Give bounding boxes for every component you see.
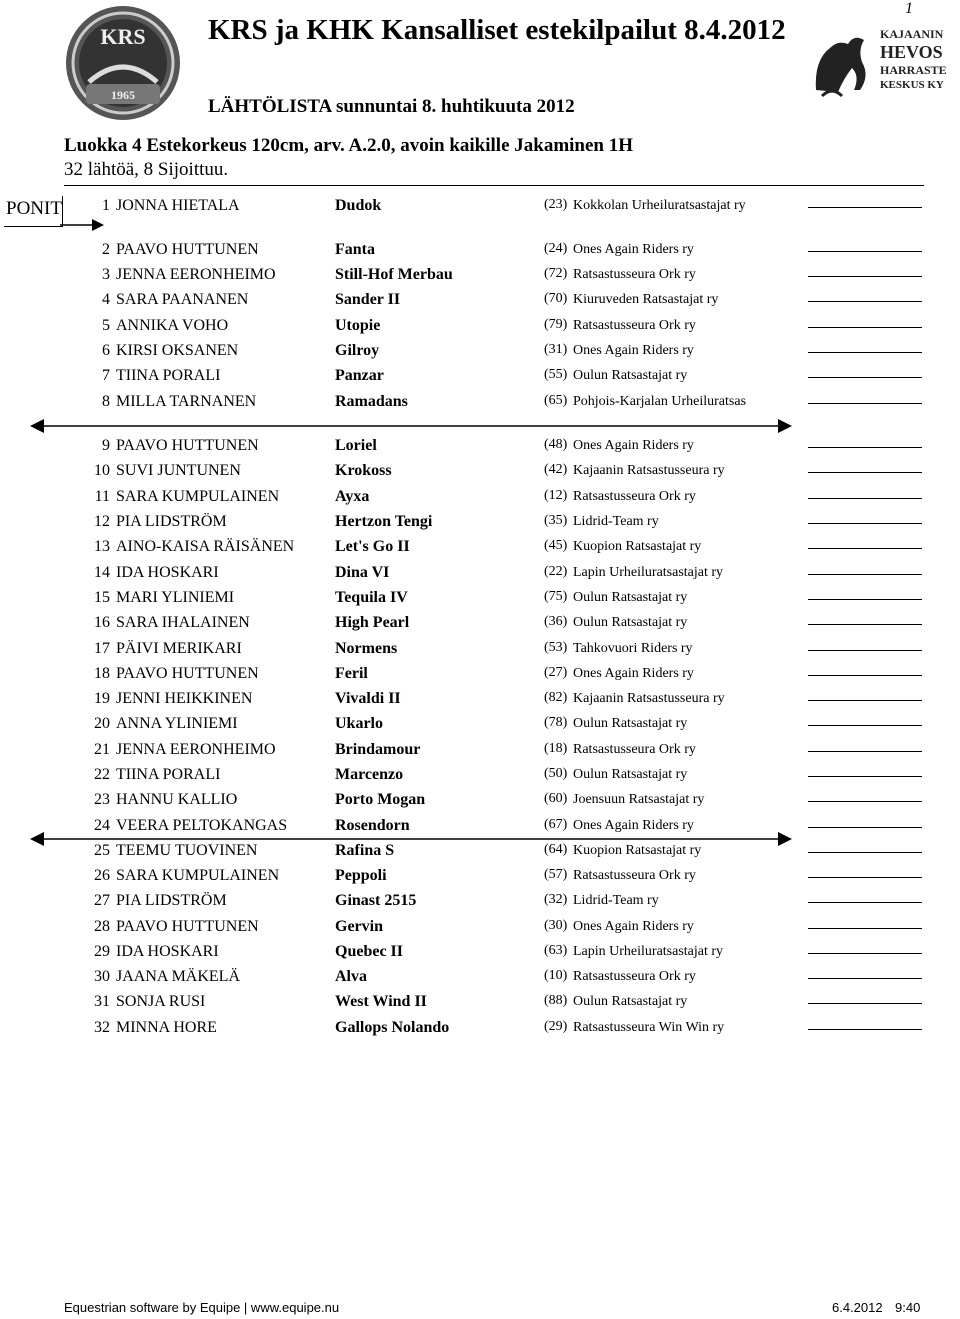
club-name: Ones Again Riders ry: [573, 919, 694, 934]
result-line: [808, 498, 922, 499]
table-row: [0, 266, 960, 288]
horse-number: (79): [544, 317, 568, 332]
rider-name: JAANA MÄKELÄ: [116, 968, 240, 985]
rider-name: PAAVO HUTTUNEN: [116, 241, 259, 258]
krs-logo-year: 1965: [111, 88, 135, 102]
result-line: [808, 276, 922, 277]
club-name: Kajaanin Ratsastusseura ry: [573, 691, 725, 706]
horse-number: (67): [544, 817, 568, 832]
horse-name: High Pearl: [335, 614, 410, 631]
table-row: [0, 943, 960, 965]
rider-name: JONNA HIETALA: [116, 197, 240, 214]
rider-name: PÄIVI MERIKARI: [116, 640, 242, 657]
start-number: 26: [94, 867, 110, 884]
horse-name: Ayxa: [335, 488, 370, 505]
khk-logo-line3: HARRASTE: [880, 63, 947, 77]
start-number: 18: [94, 665, 110, 682]
start-number: 25: [94, 842, 110, 859]
club-name: Oulun Ratsastajat ry: [573, 590, 688, 605]
horse-name: Loriel: [335, 437, 377, 454]
result-line: [808, 827, 922, 828]
table-row: [0, 640, 960, 662]
khk-logo: [808, 20, 956, 100]
start-number: 9: [102, 437, 110, 454]
horse-number: (82): [544, 690, 568, 705]
horse-number: (36): [544, 614, 568, 629]
horse-number: (18): [544, 741, 568, 756]
rider-name: TIINA PORALI: [116, 766, 221, 783]
horse-name: Sander II: [335, 291, 401, 308]
table-row: [0, 342, 960, 364]
club-name: Oulun Ratsastajat ry: [573, 615, 688, 630]
horse-number: (31): [544, 342, 568, 357]
result-line: [808, 574, 922, 575]
club-name: Oulun Ratsastajat ry: [573, 716, 688, 731]
horse-number: (55): [544, 367, 568, 382]
rider-name: SUVI JUNTUNEN: [116, 462, 241, 479]
horse-name: Ramadans: [335, 393, 408, 410]
start-number: 8: [102, 393, 110, 410]
table-row: [0, 197, 960, 219]
start-number: 32: [94, 1019, 110, 1036]
group-separator-arrow-icon: [30, 830, 792, 848]
horse-name: Let's Go II: [335, 538, 410, 555]
horse-number: (42): [544, 462, 568, 477]
khk-logo-line1: KAJAANIN: [880, 27, 944, 41]
table-row: [0, 589, 960, 611]
table-row: [0, 437, 960, 459]
table-row: [0, 867, 960, 889]
horse-number: (57): [544, 867, 568, 882]
rider-name: VEERA PELTOKANGAS: [116, 817, 288, 834]
table-row: [0, 1019, 960, 1041]
start-number: 10: [94, 462, 110, 479]
club-name: Ratsastusseura Ork ry: [573, 969, 696, 984]
start-number: 21: [94, 741, 110, 758]
result-line: [808, 599, 922, 600]
khk-logo-line2: HEVOS: [880, 42, 943, 62]
start-number: 14: [94, 564, 110, 581]
horse-number: (45): [544, 538, 568, 553]
club-name: Kiuruveden Ratsastajat ry: [573, 292, 719, 307]
horse-number: (35): [544, 513, 568, 528]
khk-logo-line4: KESKUS KY: [880, 79, 944, 91]
result-line: [808, 1029, 922, 1030]
rider-name: ANNIKA VOHO: [116, 317, 229, 334]
table-row: [0, 715, 960, 737]
rider-name: MARI YLINIEMI: [116, 589, 235, 606]
result-line: [808, 301, 922, 302]
ponit-arrow-icon: [60, 218, 104, 232]
horse-number: (32): [544, 892, 568, 907]
rider-name: HANNU KALLIO: [116, 791, 238, 808]
rider-name: SARA KUMPULAINEN: [116, 488, 280, 505]
rider-name: SARA IHALAINEN: [116, 614, 250, 631]
ponit-label: PONIT: [6, 198, 62, 219]
header-divider: [64, 185, 924, 186]
start-number: 7: [102, 367, 110, 384]
horse-name: Gallops Nolando: [335, 1019, 450, 1036]
horse-number: (65): [544, 393, 568, 408]
horse-name: Dina VI: [335, 564, 390, 581]
table-row: [0, 241, 960, 263]
result-line: [808, 751, 922, 752]
horse-name: Peppoli: [335, 867, 387, 884]
start-number: 23: [94, 791, 110, 808]
horse-number: (22): [544, 564, 568, 579]
result-line: [808, 327, 922, 328]
rider-name: SONJA RUSI: [116, 993, 206, 1010]
rider-name: MINNA HORE: [116, 1019, 217, 1036]
table-row: [0, 462, 960, 484]
club-name: Ones Again Riders ry: [573, 666, 694, 681]
rider-name: IDA HOSKARI: [116, 943, 219, 960]
rider-name: PAAVO HUTTUNEN: [116, 665, 259, 682]
rider-name: TIINA PORALI: [116, 367, 221, 384]
table-row: [0, 488, 960, 510]
table-row: [0, 968, 960, 990]
start-list-date: LÄHTÖLISTA sunnuntai 8. huhtikuuta 2012: [208, 96, 575, 117]
horse-number: (50): [544, 766, 568, 781]
start-number: 13: [94, 538, 110, 555]
horse-name: Marcenzo: [335, 766, 404, 783]
horse-name: Porto Mogan: [335, 791, 426, 808]
result-line: [808, 675, 922, 676]
club-name: Ratsastusseura Ork ry: [573, 742, 696, 757]
club-name: Ratsastusseura Ork ry: [573, 489, 696, 504]
krs-logo-text: KRS: [100, 24, 146, 49]
horse-name: Hertzon Tengi: [335, 513, 433, 530]
footer-time: 9:40: [895, 1300, 921, 1315]
horse-name: Feril: [335, 665, 368, 682]
horse-number: (75): [544, 589, 568, 604]
start-number: 24: [94, 817, 110, 834]
horse-number: (12): [544, 488, 568, 503]
start-number: 30: [94, 968, 110, 985]
start-number: 16: [94, 614, 110, 631]
horse-number: (64): [544, 842, 568, 857]
start-number: 1: [102, 197, 110, 214]
result-line: [808, 624, 922, 625]
start-number: 2: [102, 241, 110, 258]
start-number: 6: [102, 342, 110, 359]
class-description: Luokka 4 Estekorkeus 120cm, arv. A.2.0, avoin kaikille Jakaminen 1H: [64, 135, 634, 156]
start-number: 28: [94, 918, 110, 935]
horse-name: Tequila IV: [335, 589, 408, 606]
table-row: [0, 513, 960, 535]
result-line: [808, 978, 922, 979]
club-name: Lapin Urheiluratsastajat ry: [573, 944, 724, 959]
page-title: KRS ja KHK Kansalliset estekilpailut 8.4.2012: [208, 14, 786, 46]
rider-name: TEEMU TUOVINEN: [116, 842, 258, 859]
horse-number: (72): [544, 266, 568, 281]
club-name: Ratsastusseura Ork ry: [573, 267, 696, 282]
page-number: 1: [905, 0, 913, 17]
result-line: [808, 650, 922, 651]
result-line: [808, 877, 922, 878]
club-name: Ratsastusseura Ork ry: [573, 868, 696, 883]
rider-name: SARA KUMPULAINEN: [116, 867, 280, 884]
rider-name: AINO-KAISA RÄISÄNEN: [116, 538, 295, 555]
result-line: [808, 251, 922, 252]
start-number: 12: [94, 513, 110, 530]
horse-name: Dudok: [335, 197, 382, 214]
start-number: 29: [94, 943, 110, 960]
horse-name: Quebec II: [335, 943, 403, 960]
horse-number: (48): [544, 437, 568, 452]
table-row: [0, 317, 960, 339]
club-name: Tahkovuori Riders ry: [573, 641, 693, 656]
start-number: 27: [94, 892, 110, 909]
krs-logo: [64, 4, 182, 122]
result-line: [808, 928, 922, 929]
start-number: 31: [94, 993, 110, 1010]
group-separator-arrow-icon: [30, 417, 792, 435]
horse-number: (63): [544, 943, 568, 958]
starts-summary: 32 lähtöä, 8 Sijoittuu.: [64, 159, 229, 180]
table-row: [0, 538, 960, 560]
result-line: [808, 801, 922, 802]
horse-name: Krokoss: [335, 462, 392, 479]
start-number: 15: [94, 589, 110, 606]
rider-name: JENNI HEIKKINEN: [116, 690, 253, 707]
horse-name: Fanta: [335, 241, 375, 258]
start-number: 5: [102, 317, 110, 334]
horse-number: (53): [544, 640, 568, 655]
club-name: Oulun Ratsastajat ry: [573, 994, 688, 1009]
horse-name: Vivaldi II: [335, 690, 401, 707]
result-line: [808, 953, 922, 954]
rider-name: KIRSI OKSANEN: [116, 342, 239, 359]
start-number: 19: [94, 690, 110, 707]
table-row: [0, 766, 960, 788]
horse-name: Ginast 2515: [335, 892, 417, 909]
horse-name: Panzar: [335, 367, 384, 384]
rider-name: SARA PAANANEN: [116, 291, 249, 308]
result-line: [808, 700, 922, 701]
table-row: [0, 367, 960, 389]
horse-number: (60): [544, 791, 568, 806]
result-line: [808, 523, 922, 524]
result-line: [808, 472, 922, 473]
horse-name: Gilroy: [335, 342, 380, 359]
result-line: [808, 902, 922, 903]
table-row: [0, 291, 960, 313]
horse-name: Ukarlo: [335, 715, 383, 732]
result-line: [808, 1003, 922, 1004]
club-name: Joensuun Ratsastajat ry: [573, 792, 705, 807]
rider-name: JENNA EERONHEIMO: [116, 266, 276, 283]
table-row: [0, 614, 960, 636]
result-line: [808, 776, 922, 777]
horse-number: (29): [544, 1019, 568, 1034]
result-line: [808, 852, 922, 853]
club-name: Kokkolan Urheiluratsastajat ry: [573, 198, 746, 213]
start-number: 4: [102, 291, 110, 308]
club-name: Pohjois-Karjalan Urheiluratsas: [573, 394, 747, 409]
horse-name: Still-Hof Merbau: [335, 266, 453, 283]
club-name: Ones Again Riders ry: [573, 818, 694, 833]
table-row: [0, 892, 960, 914]
table-row: [0, 393, 960, 415]
club-name: Oulun Ratsastajat ry: [573, 767, 688, 782]
start-number: 22: [94, 766, 110, 783]
result-line: [808, 207, 922, 208]
table-row: [0, 918, 960, 940]
start-number: 17: [94, 640, 110, 657]
rider-name: PIA LIDSTRÖM: [116, 892, 227, 909]
club-name: Lidrid-Team ry: [573, 514, 659, 529]
club-name: Kuopion Ratsastajat ry: [573, 843, 702, 858]
horse-number: (10): [544, 968, 568, 983]
rider-name: ANNA YLINIEMI: [116, 715, 238, 732]
club-name: Ones Again Riders ry: [573, 343, 694, 358]
result-line: [808, 403, 922, 404]
club-name: Kajaanin Ratsastusseura ry: [573, 463, 725, 478]
club-name: Ones Again Riders ry: [573, 438, 694, 453]
start-number: 11: [94, 488, 110, 505]
table-row: [0, 564, 960, 586]
result-line: [808, 352, 922, 353]
footer-date: 6.4.2012: [832, 1300, 883, 1315]
table-row: [0, 993, 960, 1015]
result-line: [808, 377, 922, 378]
result-line: [808, 447, 922, 448]
table-row: [0, 665, 960, 687]
horse-number: (88): [544, 993, 568, 1008]
horse-number: (30): [544, 918, 568, 933]
club-name: Lidrid-Team ry: [573, 893, 659, 908]
horse-name: Rafina S: [335, 842, 395, 859]
horse-name: West Wind II: [335, 993, 427, 1010]
horse-number: (27): [544, 665, 568, 680]
rider-name: MILLA TARNANEN: [116, 393, 257, 410]
horse-number: (24): [544, 241, 568, 256]
result-line: [808, 725, 922, 726]
horse-number: (70): [544, 291, 568, 306]
start-number: 3: [102, 266, 110, 283]
rider-name: PAAVO HUTTUNEN: [116, 918, 259, 935]
table-row: [0, 741, 960, 763]
horse-number: (78): [544, 715, 568, 730]
rider-name: PIA LIDSTRÖM: [116, 513, 227, 530]
rider-name: IDA HOSKARI: [116, 564, 219, 581]
club-name: Ratsastusseura Ork ry: [573, 318, 696, 333]
club-name: Lapin Urheiluratsastajat ry: [573, 565, 724, 580]
club-name: Oulun Ratsastajat ry: [573, 368, 688, 383]
horse-name: Utopie: [335, 317, 381, 334]
rider-name: PAAVO HUTTUNEN: [116, 437, 259, 454]
club-name: Ratsastusseura Win Win ry: [573, 1020, 725, 1035]
table-row: [0, 690, 960, 712]
club-name: Ones Again Riders ry: [573, 242, 694, 257]
footer-software: Equestrian software by Equipe | www.equipe.nu: [64, 1300, 340, 1315]
club-name: Kuopion Ratsastajat ry: [573, 539, 702, 554]
horse-name: Normens: [335, 640, 398, 657]
rider-name: JENNA EERONHEIMO: [116, 741, 276, 758]
horse-name: Gervin: [335, 918, 383, 935]
horse-name: Brindamour: [335, 741, 421, 758]
result-line: [808, 548, 922, 549]
horse-name: Alva: [335, 968, 367, 985]
horse-name: Rosendorn: [335, 817, 410, 834]
start-number: 20: [94, 715, 110, 732]
horse-number: (23): [544, 197, 568, 212]
table-row: [0, 791, 960, 813]
